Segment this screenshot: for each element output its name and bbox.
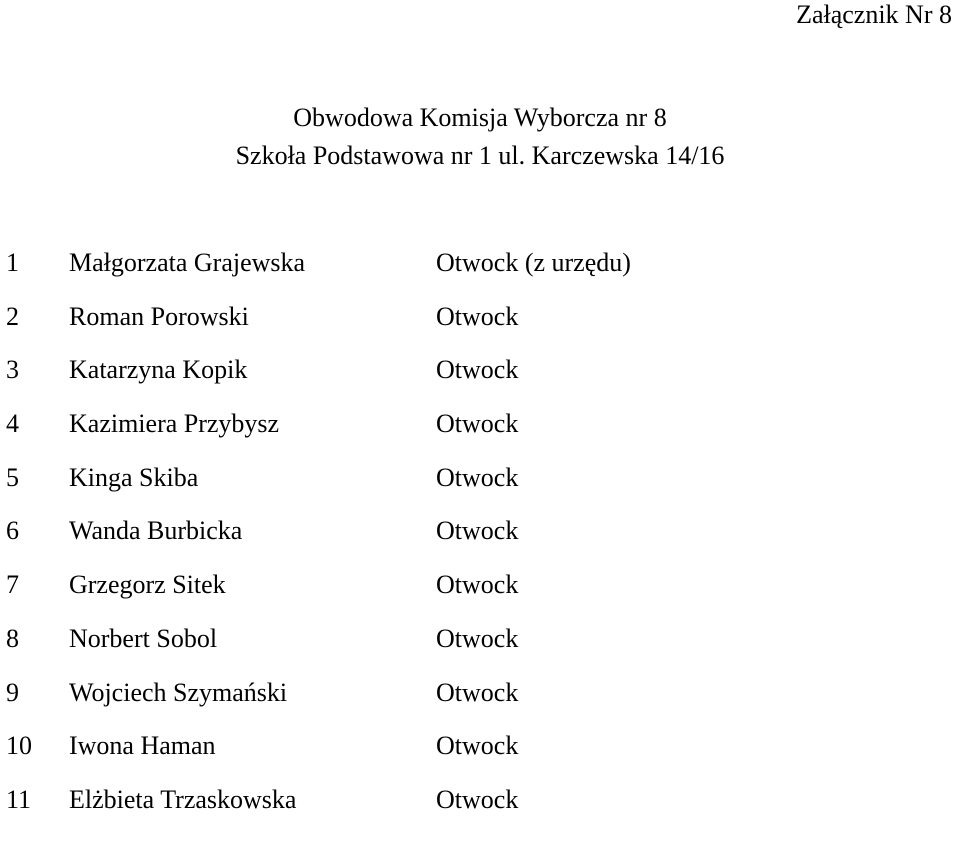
member-number: 1 <box>6 248 19 277</box>
member-city: Otwock <box>436 462 519 492</box>
member-row <box>0 572 960 626</box>
member-row <box>0 462 960 519</box>
member-city: Otwock <box>436 516 519 546</box>
member-number: 2 <box>6 301 19 331</box>
member-number: 5 <box>6 462 19 492</box>
member-row <box>0 411 960 465</box>
member-row <box>0 677 960 734</box>
member-city: Otwock <box>436 784 519 814</box>
member-name: Katarzyna Kopik <box>69 355 248 385</box>
member-number: 4 <box>6 409 19 439</box>
member-row <box>0 518 960 572</box>
member-name: Wanda Burbicka <box>69 516 243 546</box>
committee-address: Szkoła Podstawowa nr 1 ul. Karczewska 14/16 <box>235 141 725 170</box>
member-number: 9 <box>6 677 19 707</box>
member-row <box>0 784 960 841</box>
member-name: Elżbieta Trzaskowska <box>69 784 297 814</box>
member-number: 8 <box>6 623 19 653</box>
member-row <box>0 301 960 358</box>
member-city: Otwock <box>436 570 519 600</box>
members-list <box>0 250 960 841</box>
member-name: Roman Porowski <box>69 301 249 331</box>
member-number: 3 <box>6 355 19 385</box>
member-number: 6 <box>6 516 19 546</box>
member-name: Małgorzata Grajewska <box>69 248 306 277</box>
member-row <box>0 250 960 304</box>
member-city: Otwock <box>436 623 519 653</box>
member-row <box>0 733 960 787</box>
member-number: 10 <box>6 731 32 761</box>
committee-title: Obwodowa Komisja Wyborcza nr 8 <box>293 103 667 132</box>
member-name: Wojciech Szymański <box>69 677 288 707</box>
attachment-label: Załącznik Nr 8 <box>796 0 952 29</box>
member-number: 11 <box>6 784 32 814</box>
member-row <box>0 623 960 680</box>
member-city: Otwock <box>436 409 519 439</box>
member-name: Kinga Skiba <box>69 462 199 492</box>
member-row <box>0 357 960 411</box>
member-name: Iwona Haman <box>69 731 216 761</box>
member-city: Otwock <box>436 355 519 385</box>
member-number: 7 <box>6 570 19 600</box>
member-city: Otwock <box>436 301 519 331</box>
member-city: Otwock <box>436 731 519 761</box>
member-city: Otwock <box>436 677 519 707</box>
member-name: Kazimiera Przybysz <box>69 409 280 439</box>
member-city: Otwock (z urzędu) <box>436 248 631 277</box>
member-name: Norbert Sobol <box>69 623 218 653</box>
member-name: Grzegorz Sitek <box>69 570 226 600</box>
